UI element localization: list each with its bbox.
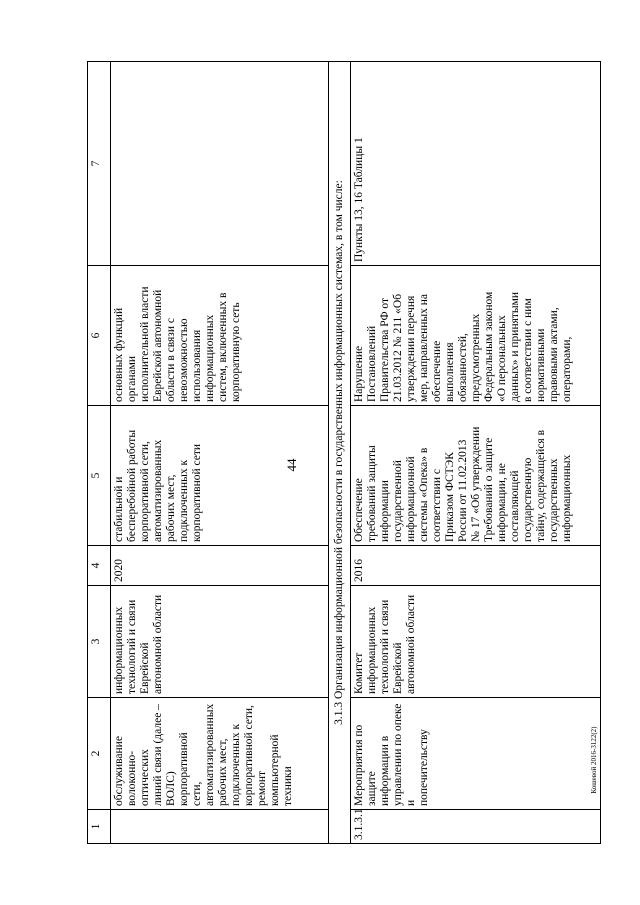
header-col-7: 7 [88, 62, 111, 266]
footer-code: Кошевой 2016-3122(2) [590, 726, 598, 794]
page-number: 44 [284, 458, 299, 472]
cell-number: 3.1.3.1 [351, 810, 601, 844]
section-heading-row [329, 62, 351, 844]
cell-result: Обеспечение требований защиты информации государственной информационной системы «Опека» в соответствии с Приказом ФСТЭК России от 11.02.2013 № 17 «Об утверждении Требований о защите информации, не составляющей государственную тайну, содержащейся в государственных информационных [351, 406, 601, 546]
cell-consequences: Нарушение Постановлений Правительства РФ от 21.03.2012 № 211 «Об утверждении перечня мер, направленных на обеспечение выполнения обязанностей, предусмотренных Федеральным законом «О персональных данных» и принятыми в соответствии с ним нормативными правовыми актами, операторами, [351, 266, 601, 406]
table-row [351, 62, 601, 844]
program-table [87, 61, 601, 844]
header-col-5: 5 [88, 406, 111, 546]
header-col-1: 1 [88, 810, 111, 844]
cell-year: 2016 [351, 546, 601, 586]
table-header-row [88, 62, 111, 844]
cell-indicators [111, 62, 329, 266]
rotated-table-container [87, 62, 609, 844]
table-row [111, 62, 329, 844]
cell-executor: информационных технологий и связи Еврейской автономной области [111, 586, 329, 698]
cell-activity: обслуживание волоконно-оптических линий связи (далее – ВОЛС) корпоративной сети, автоматизированных рабочих мест, подключенных к корпоративной сети, ремонт компьютерной техники [111, 698, 329, 810]
cell-year: 2020 [111, 546, 329, 586]
cell-consequences: основных функций органами исполнительной власти Еврейской автономной области в связи с невозможностью использования информационных систем, включенных в корпоративную сеть [111, 266, 329, 406]
cell-result: стабильной и бесперебойной работы корпоративной сети, автоматизированных рабочих мест, подключенных к корпоративной сети [111, 406, 329, 546]
header-col-4: 4 [88, 546, 111, 586]
header-col-6: 6 [88, 266, 111, 406]
header-col-2: 2 [88, 698, 111, 810]
cell-executor: Комитет информационных технологий и связи Еврейской автономной области [351, 586, 601, 698]
header-col-3: 3 [88, 586, 111, 698]
section-heading: 3.1.3 Организация информационной безопасности в государственных информационных системах, в том числе: [329, 62, 351, 844]
cell-number [111, 810, 329, 844]
cell-indicators: Пункты 13, 16 Таблицы 1 [351, 62, 601, 266]
cell-activity: Мероприятия по защите информации в управлении по опеке и попечительству [351, 698, 601, 810]
